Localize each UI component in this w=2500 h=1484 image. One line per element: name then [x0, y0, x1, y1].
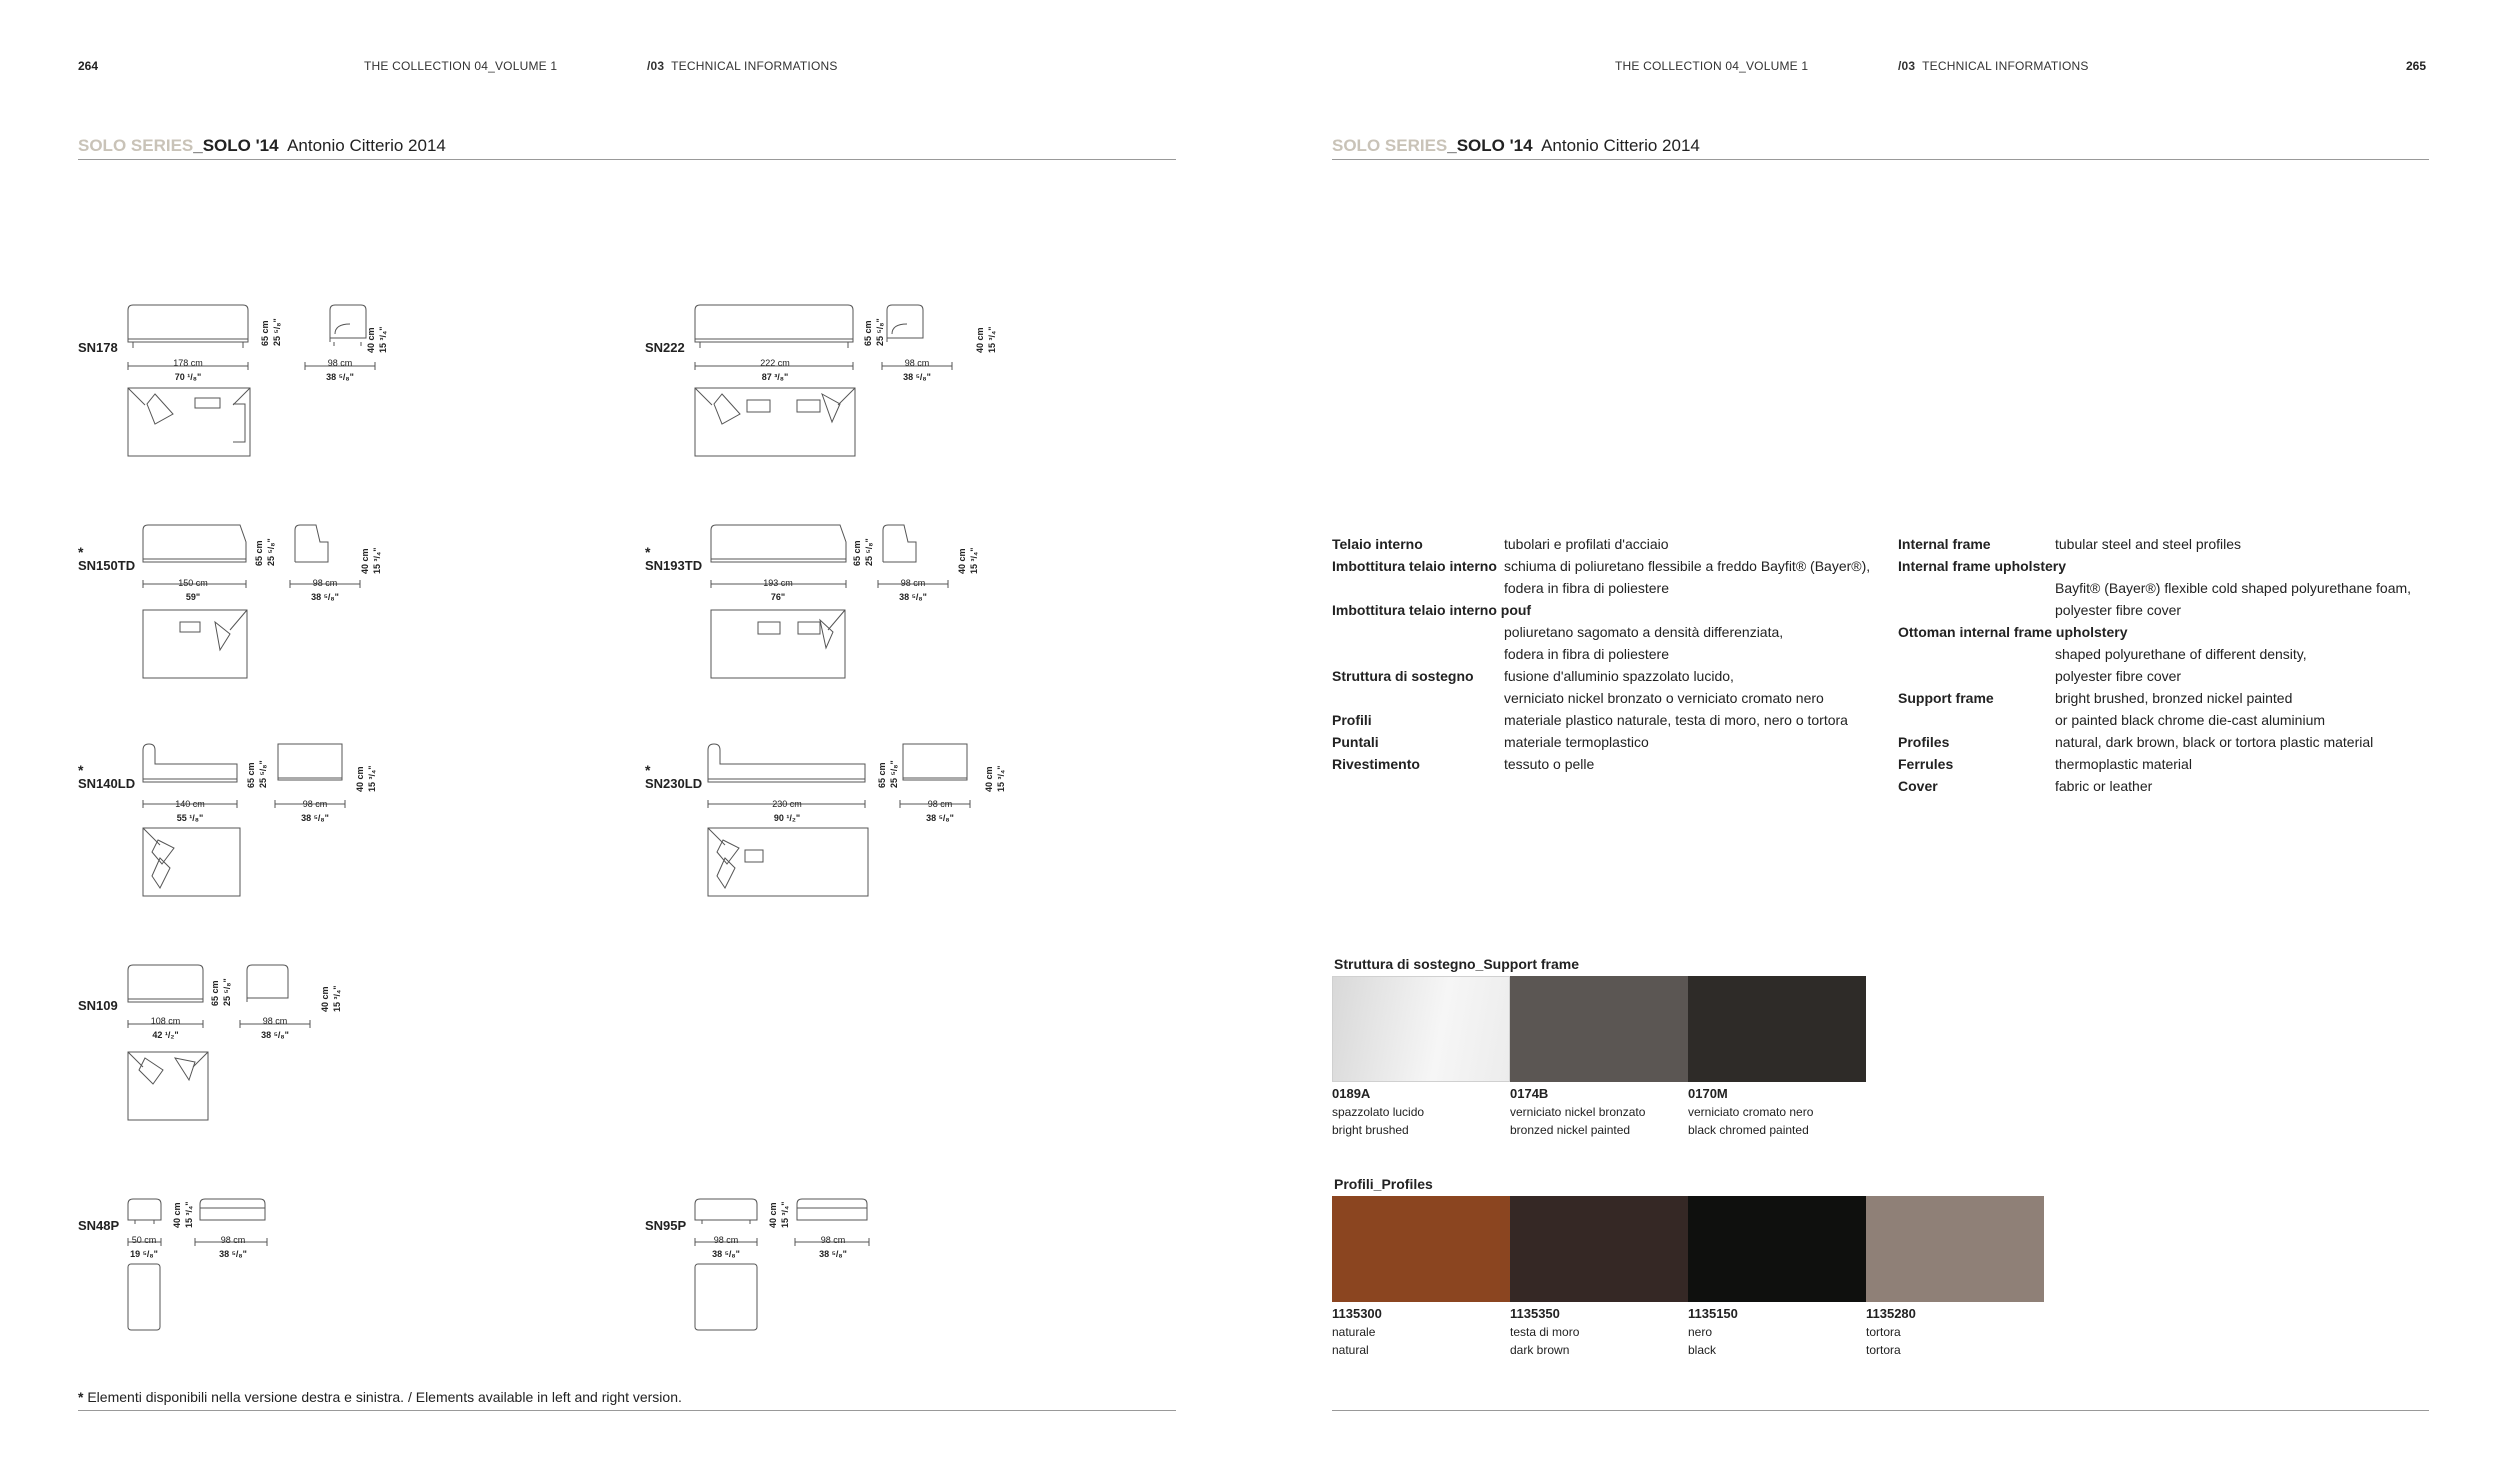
- collection-label: THE COLLECTION 04_VOLUME 1: [364, 59, 558, 73]
- section-number: /03: [647, 59, 665, 73]
- height-dim: 65 cm: [254, 540, 264, 566]
- swatch: [1510, 1196, 1688, 1302]
- depth-dim: 98 cm: [312, 578, 338, 588]
- depth-dim: 98 cm: [904, 358, 930, 368]
- section-label: [1898, 59, 2089, 73]
- height-dim-in: 15 ³/₄": [780, 1201, 790, 1228]
- section-label: [647, 59, 838, 73]
- item-code: SN222: [645, 340, 685, 355]
- item-code: SN193TD: [645, 558, 703, 573]
- footnote-text: Elementi disponibili nella versione destra e sinistra. / Elements available in left and right version.: [87, 1389, 682, 1405]
- width-dim: 230 cm: [772, 799, 802, 809]
- sofa-drawing: [708, 522, 1108, 682]
- depth-dim: 98 cm: [327, 358, 353, 368]
- depth-dim-in: 38 ⁵/₈": [219, 1249, 247, 1259]
- item-code: SN150TD: [78, 558, 136, 573]
- footer-rule: [1332, 1410, 2429, 1411]
- spec-row: Ottoman internal frame upholstery: [1898, 624, 2128, 640]
- asterisk: *: [78, 762, 84, 778]
- height-dim: 65 cm: [210, 980, 220, 1006]
- item-code: SN140LD: [78, 776, 136, 791]
- height-dim-in: 25 ⁵/₈": [266, 538, 276, 566]
- height-dim: 65 cm: [852, 540, 862, 566]
- depth-dim-in: 38 ⁵/₈": [311, 592, 339, 602]
- depth-dim-in: 38 ⁵/₈": [326, 372, 354, 382]
- seat-height-dim-in: 15 ³/₄": [332, 985, 342, 1012]
- height-dim-in: 15 ³/₄": [184, 1201, 194, 1228]
- seat-height-dim: 40 cm: [320, 986, 330, 1012]
- swatch: [1510, 976, 1688, 1082]
- spec-row: Support frame bright brushed, bronzed nickel painted: [1898, 690, 2293, 706]
- spec-row: Rivestimento tessuto o pelle: [1332, 756, 1595, 772]
- designer: Antonio Citterio 2014: [287, 136, 446, 155]
- section-number: /03: [1898, 59, 1916, 73]
- width-dim-in: 90 ¹/₂": [773, 813, 801, 823]
- swatch-desc: testa di moro dark brown: [1510, 1325, 1580, 1357]
- spec-row: Cover fabric or leather: [1898, 778, 2153, 794]
- swatch-code: 1135280: [1866, 1306, 1916, 1321]
- height-dim: 40 cm: [172, 1202, 182, 1228]
- section-name: TECHNICAL INFORMATIONS: [1922, 59, 2089, 73]
- spec-row: Struttura di sostegno fusione d'alluminio spazzolato lucido,: [1332, 668, 1734, 684]
- item-code: SN109: [78, 998, 118, 1013]
- asterisk: *: [78, 544, 84, 560]
- height-dim: 65 cm: [863, 320, 873, 346]
- title-rule: [78, 159, 1176, 160]
- width-dim: 178 cm: [173, 358, 203, 368]
- swatch-code: 1135300: [1332, 1306, 1382, 1321]
- swatch: [1332, 1196, 1510, 1302]
- seat-height-dim: 40 cm: [360, 548, 370, 574]
- width-dim-in: 38 ⁵/₈": [712, 1249, 740, 1259]
- seat-height-dim-in: 15 ³/₄": [987, 326, 997, 353]
- designer: Antonio Citterio 2014: [1541, 136, 1700, 155]
- item-code: SN95P: [645, 1218, 687, 1233]
- footnote: [78, 1389, 682, 1405]
- width-dim-in: 19 ⁵/₈": [130, 1249, 158, 1259]
- sofa-drawing: [140, 522, 540, 682]
- swatch: [1688, 976, 1866, 1082]
- series-name: SOLO SERIES: [78, 136, 194, 155]
- spec-row: Ferrules thermoplastic material: [1898, 756, 2192, 772]
- page-number: 264: [78, 59, 99, 73]
- width-dim: 150 cm: [178, 578, 208, 588]
- seat-height-dim: 40 cm: [366, 327, 376, 353]
- depth-dim-in: 38 ⁵/₈": [261, 1030, 289, 1040]
- support-frame-title: Struttura di sostegno_Support frame: [1334, 956, 1580, 972]
- spec-row: Puntali materiale termoplastico: [1332, 734, 1649, 750]
- swatch-code: 0174B: [1510, 1086, 1549, 1101]
- page-number: 265: [2406, 59, 2427, 73]
- height-dim-in: 25 ⁵/₈": [258, 760, 268, 788]
- series-name: SOLO SERIES: [1332, 136, 1448, 155]
- swatch-desc: verniciato nickel bronzato bronzed nickel painted: [1510, 1105, 1646, 1137]
- depth-dim-in: 38 ⁵/₈": [899, 592, 927, 602]
- page-title: [1332, 136, 1700, 156]
- swatch-desc: verniciato cromato nero black chromed painted: [1688, 1105, 1814, 1137]
- height-dim-in: 25 ⁵/₈": [222, 978, 232, 1006]
- spec-row: Imbottitura telaio interno pouf: [1332, 602, 1532, 618]
- depth-dim: 98 cm: [302, 799, 328, 809]
- depth-dim-in: 38 ⁵/₈": [819, 1249, 847, 1259]
- spec-row: Internal frame tubular steel and steel profiles: [1898, 536, 2241, 552]
- seat-height-dim: 40 cm: [975, 327, 985, 353]
- depth-dim: 98 cm: [220, 1235, 246, 1245]
- sofa-drawing: [125, 302, 525, 462]
- seat-height-dim-in: 15 ³/₄": [969, 547, 979, 574]
- seat-height-dim: 40 cm: [984, 766, 994, 792]
- swatch-desc: nero black: [1688, 1325, 1717, 1357]
- height-dim: 40 cm: [768, 1202, 778, 1228]
- depth-dim: 98 cm: [927, 799, 953, 809]
- asterisk: *: [645, 544, 651, 560]
- swatch-code: 1135150: [1688, 1306, 1738, 1321]
- spec-row: Internal frame upholstery: [1898, 558, 2067, 574]
- spec-row: Telaio interno tubolari e profilati d'acciaio: [1332, 536, 1669, 552]
- footnote-star: *: [78, 1389, 84, 1405]
- depth-dim-in: 38 ⁵/₈": [301, 813, 329, 823]
- model-name: _SOLO '14: [1447, 136, 1533, 155]
- specs-english: Internal frame tubular steel and steel profiles Internal frame upholstery Bayfit® (Bayer®) flexible cold shaped polyurethane foam, polyester fibre cover Ottoman internal frame upholstery shaped polyurethane of different density, polyester fibre cover Support frame bright brushed, bronzed nickel painted or painted black chrome die-cast aluminium Profiles natural, dark brown, black or tortora plastic material Ferrules thermoplastic material Cover fabric or leather: [1898, 533, 2438, 797]
- footer-rule: [78, 1410, 1176, 1411]
- item-code: SN230LD: [645, 776, 703, 791]
- depth-dim-in: 38 ⁵/₈": [926, 813, 954, 823]
- spec-row: Profiles natural, dark brown, black or tortora plastic material: [1898, 734, 2374, 750]
- section-name: TECHNICAL INFORMATIONS: [671, 59, 838, 73]
- sofa-drawing: [692, 302, 1112, 462]
- seat-height-dim-in: 15 ³/₄": [367, 765, 377, 792]
- sofa-drawing: [125, 962, 425, 1132]
- width-dim: 222 cm: [760, 358, 790, 368]
- depth-dim: 98 cm: [900, 578, 926, 588]
- width-dim-in: 59": [185, 592, 201, 602]
- item-code: SN178: [78, 340, 118, 355]
- swatch-desc: naturale natural: [1332, 1325, 1376, 1357]
- pouf-drawing: [692, 1196, 992, 1346]
- seat-height-dim-in: 15 ³/₄": [372, 547, 382, 574]
- specs-italian: Telaio interno tubolari e profilati d'acciaio Imbottitura telaio interno schiuma di poliuretano flessibile a freddo Bayfit® (Bayer®), fodera in fibra di poliestere Imbottitura telaio interno pouf poliuretano sagomato a densità differenziata, fodera in fibra di poliestere Struttura di sostegno fusione d'alluminio spazzolato lucido, verniciato nickel bronzato o verniciato cromato nero Profili materiale plastico naturale, testa di moro, nero o tortora Puntali materiale termoplastico Rivestimento tessuto o pelle: [1332, 533, 1872, 775]
- height-dim-in: 25 ⁵/₈": [889, 760, 899, 788]
- height-dim: 65 cm: [260, 320, 270, 346]
- height-dim-in: 25 ⁵/₈": [272, 318, 282, 346]
- depth-dim: 98 cm: [262, 1016, 288, 1026]
- width-dim: 193 cm: [763, 578, 793, 588]
- height-dim-in: 25 ⁵/₈": [864, 538, 874, 566]
- width-dim: 98 cm: [713, 1235, 739, 1245]
- pouf-drawing: [125, 1196, 425, 1346]
- width-dim-in: 42 ¹/₂": [152, 1030, 179, 1040]
- swatch-code: 0189A: [1332, 1086, 1371, 1101]
- collection-label: THE COLLECTION 04_VOLUME 1: [1615, 59, 1809, 73]
- swatch-code: 0170M: [1688, 1086, 1728, 1101]
- seat-height-dim: 40 cm: [957, 548, 967, 574]
- seat-height-dim-in: 15 ³/₄": [378, 326, 388, 353]
- spec-row: Imbottitura telaio interno schiuma di poliuretano flessibile a freddo Bayfit® (Bayer®),: [1332, 558, 1871, 574]
- title-rule: [1332, 159, 2429, 160]
- seat-height-dim-in: 15 ³/₄": [996, 765, 1006, 792]
- width-dim-in: 70 ¹/₈": [174, 372, 202, 382]
- width-dim: 140 cm: [175, 799, 205, 809]
- width-dim: 50 cm: [131, 1235, 157, 1245]
- swatch: [1866, 1196, 2044, 1302]
- sofa-drawing: [705, 740, 1125, 910]
- height-dim-in: 25 ⁵/₈": [875, 318, 885, 346]
- spec-row: Profili materiale plastico naturale, testa di moro, nero o tortora: [1332, 712, 1848, 728]
- swatch: [1332, 976, 1510, 1082]
- width-dim-in: 55 ¹/₈": [176, 813, 204, 823]
- height-dim: 65 cm: [246, 762, 256, 788]
- swatch-desc: spazzolato lucido bright brushed: [1332, 1105, 1425, 1137]
- seat-height-dim: 40 cm: [355, 766, 365, 792]
- width-dim-in: 87 ³/₈": [761, 372, 789, 382]
- sofa-drawing: [140, 740, 540, 910]
- width-dim: 108 cm: [150, 1016, 181, 1026]
- swatch-code: 1135350: [1510, 1306, 1560, 1321]
- asterisk: *: [645, 762, 651, 778]
- page-title: [78, 136, 446, 156]
- depth-dim-in: 38 ⁵/₈": [903, 372, 931, 382]
- width-dim-in: 76": [770, 592, 786, 602]
- height-dim: 65 cm: [877, 762, 887, 788]
- depth-dim: 98 cm: [820, 1235, 846, 1245]
- model-name: _SOLO '14: [193, 136, 279, 155]
- swatch-desc: tortora tortora: [1866, 1325, 1901, 1357]
- profiles-title: Profili_Profiles: [1334, 1176, 1433, 1192]
- item-code: SN48P: [78, 1218, 120, 1233]
- swatch: [1688, 1196, 1866, 1302]
